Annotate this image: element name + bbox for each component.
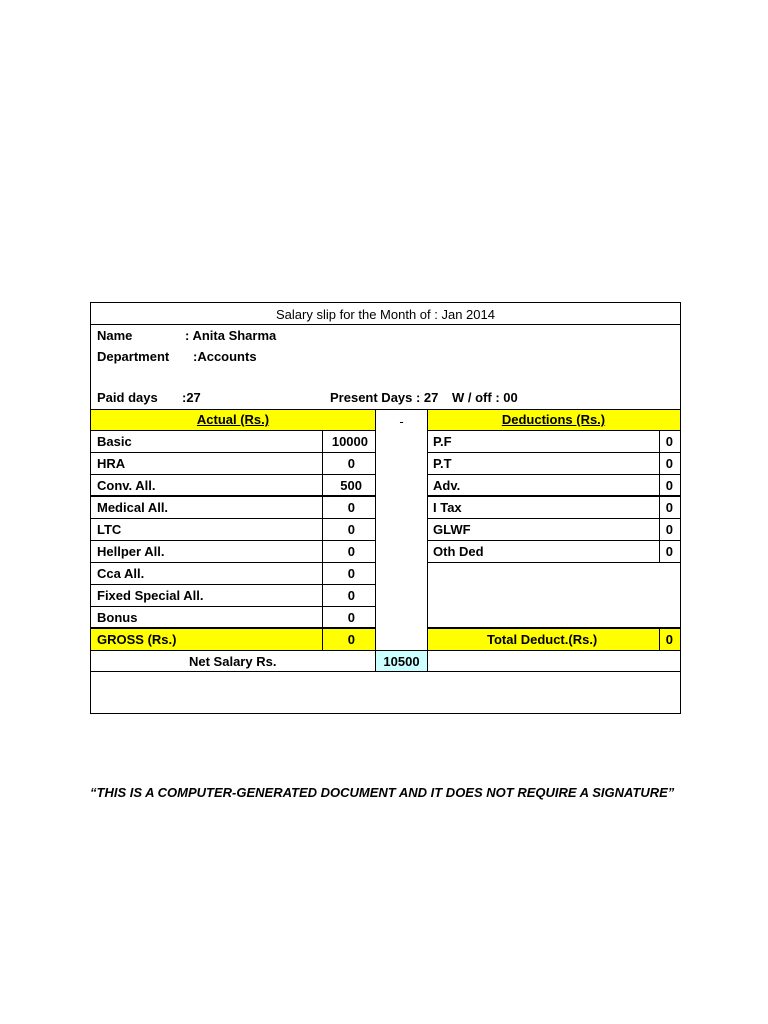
total-deduct-value: 0	[665, 632, 673, 647]
deduction-value-adv: 0	[665, 478, 673, 493]
earning-value-bonus: 0	[347, 610, 355, 625]
earning-label-hellper: Hellper All.	[97, 544, 165, 559]
deduction-value-oth: 0	[665, 544, 673, 559]
divider	[427, 518, 680, 519]
divider	[91, 518, 376, 519]
total-deduct-label: Total Deduct.(Rs.)	[487, 632, 598, 647]
earning-value-ltc: 0	[347, 522, 355, 537]
actual-header: Actual (Rs.)	[196, 412, 270, 427]
weekly-off: W / off : 00	[452, 390, 518, 405]
earning-value-cca: 0	[347, 566, 355, 581]
earning-value-fixed-special: 0	[347, 588, 355, 603]
earning-label-hra: HRA	[97, 456, 126, 471]
name-value: : Anita Sharma	[185, 328, 277, 343]
divider	[91, 562, 376, 563]
deduction-label-itax: I Tax	[433, 500, 462, 515]
deduction-label-pt: P.T	[433, 456, 452, 471]
earning-label-conv: Conv. All.	[97, 478, 156, 493]
divider	[91, 606, 376, 607]
name-label: Name	[97, 328, 133, 343]
divider	[659, 430, 660, 562]
deduction-value-pf: 0	[665, 434, 673, 449]
earning-label-basic: Basic	[97, 434, 132, 449]
middle-header: -	[399, 414, 404, 429]
net-salary-value: 10500	[383, 654, 420, 669]
salary-slip	[90, 302, 681, 714]
divider	[427, 430, 680, 431]
divider	[91, 584, 376, 585]
paid-days-value: :27	[182, 390, 201, 405]
deduction-label-oth: Oth Ded	[433, 544, 484, 559]
divider	[91, 430, 376, 431]
footer-disclaimer: “THIS IS A COMPUTER-GENERATED DOCUMENT AND IT DOES NOT REQUIRE A SIGNATURE”	[90, 785, 675, 800]
divider	[427, 562, 680, 563]
deduction-value-pt: 0	[665, 456, 673, 471]
divider	[91, 540, 376, 541]
divider	[427, 540, 680, 541]
divider	[375, 409, 376, 671]
earning-label-fixed-special: Fixed Special All.	[97, 588, 204, 603]
department-label: Department	[97, 349, 170, 364]
earning-value-medical: 0	[347, 500, 355, 515]
gross-label: GROSS (Rs.)	[97, 632, 177, 647]
earning-label-bonus: Bonus	[97, 610, 138, 625]
divider	[427, 474, 680, 475]
divider	[91, 474, 376, 475]
divider	[427, 495, 680, 497]
deduction-value-itax: 0	[665, 500, 673, 515]
deduction-value-glwf: 0	[665, 522, 673, 537]
deductions-header: Deductions (Rs.)	[501, 412, 606, 427]
earning-label-medical: Medical All.	[97, 500, 169, 515]
deduction-label-glwf: GLWF	[433, 522, 471, 537]
divider	[427, 409, 428, 671]
deduction-label-pf: P.F	[433, 434, 452, 449]
gross-value: 0	[347, 632, 355, 647]
deduction-label-adv: Adv.	[433, 478, 461, 493]
earning-value-basic: 10000	[331, 434, 368, 449]
divider	[427, 452, 680, 453]
divider	[91, 324, 680, 325]
divider	[91, 495, 376, 497]
net-salary-label: Net Salary Rs.	[189, 654, 277, 669]
earning-label-ltc: LTC	[97, 522, 122, 537]
divider	[91, 671, 680, 672]
earning-value-hellper: 0	[347, 544, 355, 559]
paid-days-label: Paid days	[97, 390, 158, 405]
earning-value-hra: 0	[347, 456, 355, 471]
earning-value-conv: 500	[340, 478, 362, 493]
earning-label-cca: Cca All.	[97, 566, 145, 581]
slip-title: Salary slip for the Month of : Jan 2014	[276, 307, 495, 322]
divider	[91, 409, 680, 410]
present-days: Present Days : 27	[330, 390, 439, 405]
divider	[322, 430, 323, 650]
department-value: :Accounts	[193, 349, 257, 364]
divider	[659, 628, 660, 650]
divider	[91, 452, 376, 453]
